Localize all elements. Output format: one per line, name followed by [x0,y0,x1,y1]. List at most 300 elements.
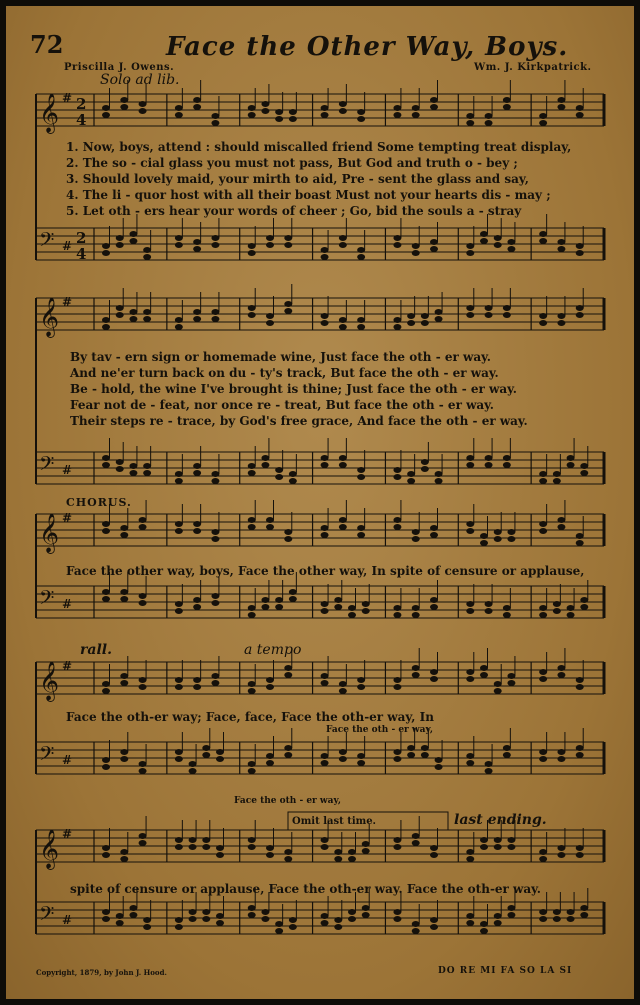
note-head [567,916,575,922]
note-head [503,612,511,618]
note-head [357,760,365,766]
note-head [193,677,201,683]
note-head [539,478,547,484]
note-head [362,608,370,614]
note-head [120,849,128,855]
note-head [211,113,219,119]
note-head [421,459,429,465]
note-head [553,909,561,915]
note-head [466,760,474,766]
note-head [266,517,274,523]
note-head [539,669,547,675]
note-head [339,517,347,523]
note-head [339,462,347,468]
note-head [321,313,329,319]
time-signature-top: 2 [76,95,87,113]
note-head [143,247,151,253]
note-head [116,466,124,472]
note-head [248,605,256,611]
note-head [412,105,420,111]
note-head [284,672,292,678]
note-head [120,525,128,531]
note-head [494,681,502,687]
note-head [485,462,493,468]
note-head [557,524,565,530]
note-head [143,463,151,469]
note-head [321,673,329,679]
note-head [116,235,124,241]
note-head [139,108,147,114]
note-head [175,528,183,534]
note-head [485,120,493,126]
note-head [430,604,438,610]
note-head [216,845,224,851]
note-head [175,471,183,477]
note-head [503,605,511,611]
note-head [466,250,474,256]
sharp-icon: # [62,295,73,309]
note-head [557,672,565,678]
note-head [557,239,565,245]
note-head [503,462,511,468]
note-head [339,108,347,114]
note-head [567,455,575,461]
note-head [466,913,474,919]
note-head [362,912,370,918]
note-head [480,844,488,850]
note-head [393,916,401,922]
note-head [139,768,147,774]
note-head [393,105,401,111]
note-head [393,467,401,473]
note-head [266,760,274,766]
note-head [421,313,429,319]
note-head [480,837,488,843]
note-head [120,756,128,762]
note-head [275,109,283,115]
note-head [557,313,565,319]
sharp-icon: # [62,913,73,927]
note-head [139,761,147,767]
note-head [189,909,197,915]
note-head [466,669,474,675]
note-head [193,528,201,534]
note-head [193,470,201,476]
note-head [539,521,547,527]
note-head [193,463,201,469]
note-head [175,242,183,248]
hymn-title: Face the Other Way, Boys. [166,32,569,62]
note-head [266,852,274,858]
sharp-icon: # [62,91,73,105]
note-head [576,752,584,758]
note-head [393,612,401,618]
note-head [193,239,201,245]
note-head [143,254,151,260]
note-head [553,478,561,484]
bass-clef-icon: 𝄢 [39,902,55,930]
note-head [116,920,124,926]
note-head [275,474,283,480]
note-head [339,688,347,694]
note-head [557,756,565,762]
echo-lyric-top: Face the oth - er way, [326,725,434,735]
note-head [412,243,420,249]
note-head [102,521,110,527]
note-head [357,109,365,115]
note-head [466,312,474,318]
note-head [430,246,438,252]
note-head [466,120,474,126]
note-head [284,536,292,542]
note-head [175,917,183,923]
note-head [139,677,147,683]
note-head [430,97,438,103]
note-head [421,752,429,758]
sharp-icon: # [62,659,73,673]
note-head [348,856,356,862]
note-head [284,235,292,241]
note-head [321,254,329,260]
treble-clef-icon: 𝄞 [39,829,60,869]
note-head [494,529,502,535]
note-head [275,116,283,122]
note-head [357,532,365,538]
note-head [507,680,515,686]
verse-1-line-1: 1. Now, boys, attend : should miscalled friend Some tempting treat display, [66,140,572,154]
note-head [102,688,110,694]
note-head [357,684,365,690]
note-head [289,917,297,923]
note-head [393,756,401,762]
note-head [503,752,511,758]
note-head [189,837,197,843]
note-head [362,601,370,607]
note-head [211,242,219,248]
note-head [580,597,588,603]
note-head [539,909,547,915]
note-head [435,478,443,484]
note-head [339,756,347,762]
sharp-icon: # [62,827,73,841]
note-head [202,752,210,758]
note-head [193,246,201,252]
note-head [576,305,584,311]
note-head [261,909,269,915]
bass-clef-icon: 𝄢 [39,742,55,770]
note-head [193,604,201,610]
note-head [120,596,128,602]
note-head [357,324,365,330]
note-head [202,745,210,751]
note-head [193,309,201,315]
note-head [202,916,210,922]
note-head [289,924,297,930]
note-head [216,920,224,926]
note-head [284,308,292,314]
note-head [139,101,147,107]
sharp-icon: # [62,511,73,525]
note-head [567,462,575,468]
note-head [334,917,342,923]
note-head [576,677,584,683]
note-head [248,612,256,618]
note-head [393,524,401,530]
treble-clef-icon: 𝄞 [39,513,60,553]
note-head [266,684,274,690]
note-head [102,324,110,330]
note-head [120,856,128,862]
note-head [193,104,201,110]
note-head [321,913,329,919]
sharp-icon: # [62,597,73,611]
note-head [557,852,565,858]
note-head [129,238,137,244]
note-head [289,589,297,595]
note-head [139,600,147,606]
note-head [129,231,137,237]
note-head [430,917,438,923]
note-head [539,313,547,319]
note-head [275,467,283,473]
note-head [557,517,565,523]
note-head [407,313,415,319]
note-head [284,529,292,535]
note-head [557,104,565,110]
note-head [216,756,224,762]
note-head [216,749,224,755]
note-head [407,320,415,326]
note-head [102,112,110,118]
note-head [261,108,269,114]
note-head [357,317,365,323]
note-head [485,305,493,311]
note-head [539,528,547,534]
note-head [494,844,502,850]
time-signature-bottom: 4 [76,245,87,263]
note-head [211,673,219,679]
note-head [102,243,110,249]
note-head [421,466,429,472]
note-head [102,596,110,602]
note-head [539,749,547,755]
note-head [503,745,511,751]
note-head [143,470,151,476]
note-head [494,536,502,542]
note-head [539,471,547,477]
lyricist: Priscilla J. Owens. [64,62,175,73]
note-head [430,532,438,538]
note-head [248,250,256,256]
note-head [175,837,183,843]
note-head [261,916,269,922]
note-head [289,116,297,122]
note-head [507,239,515,245]
note-head [435,316,443,322]
note-head [494,242,502,248]
note-head [466,608,474,614]
note-head [321,680,329,686]
note-head [466,920,474,926]
note-head [466,601,474,607]
note-head [576,533,584,539]
note-head [580,912,588,918]
treble-clef-icon: 𝄞 [39,297,60,337]
composer: Wm. J. Kirkpatrick. [474,62,592,73]
note-head [485,601,493,607]
solfege-legend: DO RE MI FA SO LA SI [438,966,573,976]
note-head [102,528,110,534]
note-head [580,905,588,911]
note-head [393,242,401,248]
note-head [393,317,401,323]
note-head [266,753,274,759]
hymn-page [6,6,634,999]
note-head [248,768,256,774]
note-head [248,112,256,118]
note-head [284,665,292,671]
note-head [576,243,584,249]
note-head [321,320,329,326]
note-head [412,665,420,671]
note-head [494,837,502,843]
note-head [357,116,365,122]
note-head [102,250,110,256]
note-head [539,231,547,237]
note-head [507,905,515,911]
note-head [539,849,547,855]
note-head [580,604,588,610]
note-head [321,608,329,614]
note-head [421,320,429,326]
note-head [466,753,474,759]
note-head [393,909,401,915]
note-head [266,845,274,851]
note-head [275,604,283,610]
note-head [485,312,493,318]
note-head [503,455,511,461]
note-head [321,837,329,843]
verse-2-line-2: And ne'er turn back on du - ty's track, But face the oth - er way. [70,366,499,380]
note-head [266,242,274,248]
note-head [412,536,420,542]
note-head [139,684,147,690]
note-head [321,844,329,850]
note-head [175,608,183,614]
note-head [129,316,137,322]
note-head [102,589,110,595]
note-head [539,113,547,119]
note-head [211,680,219,686]
note-head [539,676,547,682]
note-head [393,844,401,850]
note-head [116,913,124,919]
note-head [393,112,401,118]
note-head [507,844,515,850]
note-head [503,312,511,318]
note-head [557,320,565,326]
note-head [466,113,474,119]
note-head [102,455,110,461]
note-head [321,525,329,531]
note-head [216,913,224,919]
copyright: Copyright, 1879, by John J. Hood. [36,968,167,977]
note-head [557,97,565,103]
note-head [466,856,474,862]
note-head [321,462,329,468]
note-head [362,841,370,847]
note-head [553,608,561,614]
note-head [143,917,151,923]
note-head [248,105,256,111]
note-head [393,749,401,755]
chorus-line-3: spite of censure or applause, Face the oth-er way. Face the oth-er way. [70,882,541,896]
omit-last-time: Omit last time. [292,816,377,827]
note-head [248,305,256,311]
chorus-label: CHORUS. [66,496,132,509]
note-head [334,856,342,862]
note-head [553,601,561,607]
note-head [116,305,124,311]
note-head [466,521,474,527]
note-head [430,239,438,245]
note-head [211,309,219,315]
note-head [248,243,256,249]
note-head [129,463,137,469]
note-head [362,848,370,854]
verse-1-line-2: By tav - ern sign or homemade wine, Just face the oth - er way. [70,350,491,364]
note-head [412,112,420,118]
note-head [393,517,401,523]
note-head [248,463,256,469]
note-head [248,470,256,476]
note-head [248,844,256,850]
note-head [120,532,128,538]
note-head [129,912,137,918]
note-head [485,761,493,767]
note-head [430,669,438,675]
note-head [139,593,147,599]
note-head [412,605,420,611]
note-head [393,324,401,330]
verse-5-line-1: 5. Let oth - ers hear your words of cheer ; Go, bid the souls a - stray [66,204,522,218]
note-head [193,684,201,690]
note-head [321,247,329,253]
note-head [321,920,329,926]
note-head [211,600,219,606]
note-head [553,916,561,922]
note-head [430,104,438,110]
note-head [430,525,438,531]
note-head [175,601,183,607]
note-head [407,752,415,758]
note-head [102,105,110,111]
note-head [321,601,329,607]
note-head [139,524,147,530]
note-head [412,612,420,618]
note-head [339,524,347,530]
note-head [261,455,269,461]
note-head [321,455,329,461]
direction-solo: Solo ad lib. [100,72,180,88]
note-head [412,928,420,934]
note-head [339,235,347,241]
note-head [480,540,488,546]
note-head [193,521,201,527]
note-head [266,235,274,241]
note-head [211,316,219,322]
note-head [120,97,128,103]
